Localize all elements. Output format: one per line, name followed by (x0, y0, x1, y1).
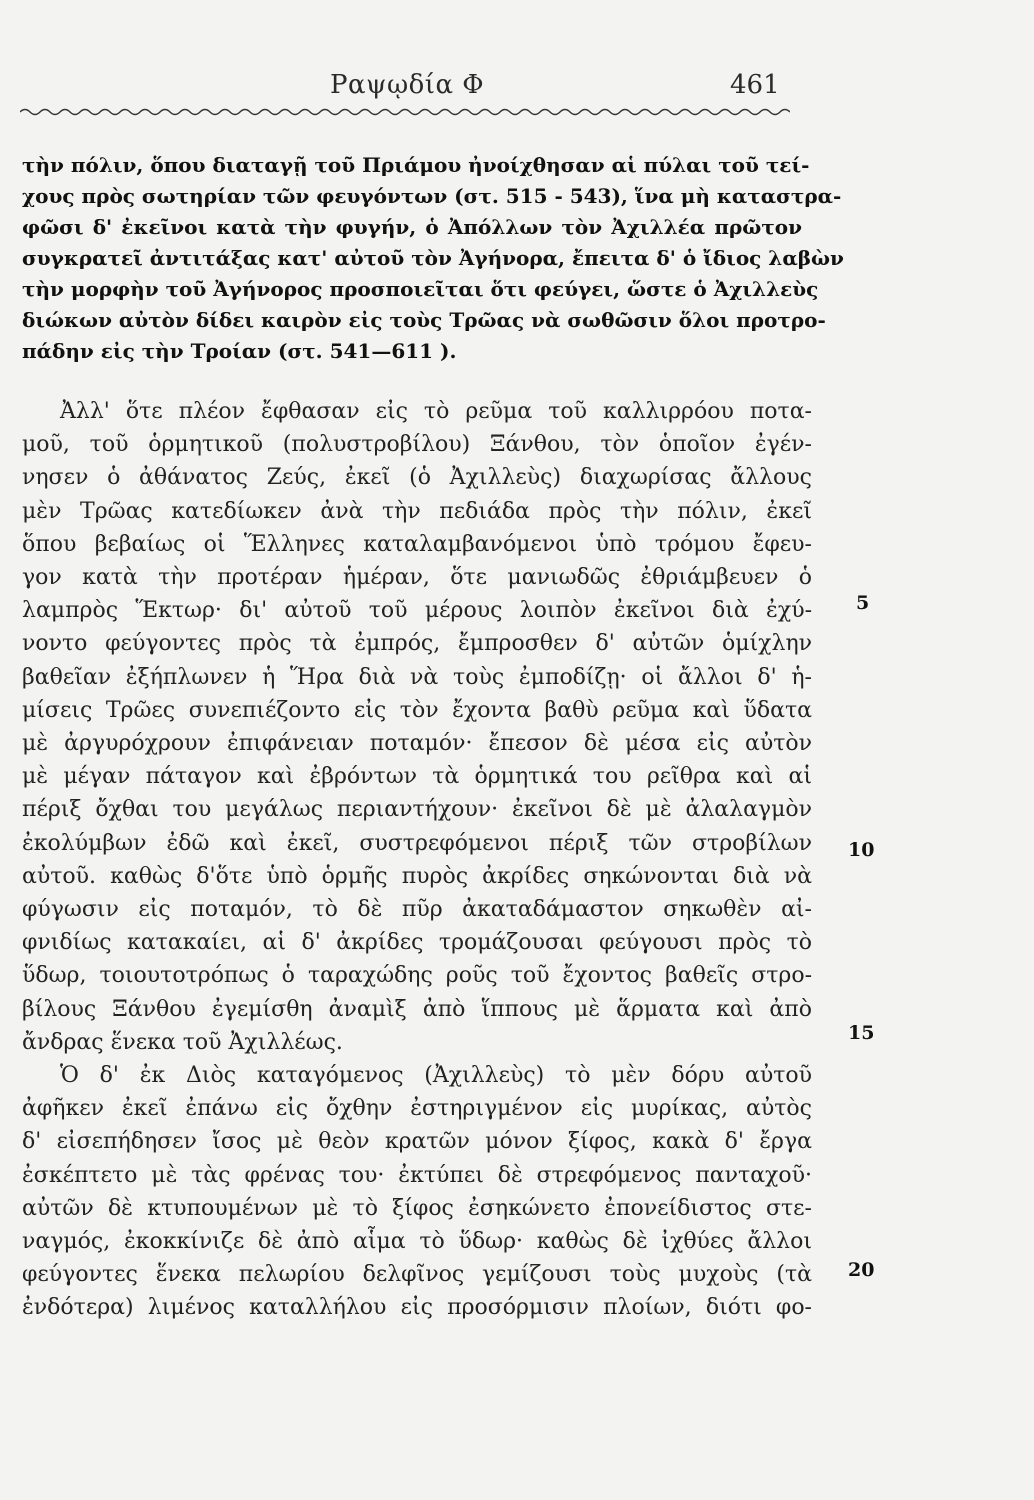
body-text (22, 395, 812, 1325)
text-line: βίλους Ξάνθου ἐγεμίσθη ἀναμὶξ ἀπὸ ἵππους μὲ ἅρματα καὶ ἀπὸ (22, 996, 812, 1022)
text-line: βαθεῖαν ἐξήπλωνεν ἡ Ἥρα διὰ νὰ τοὺς ἐμποδίζῃ· οἱ ἄλλοι δ' ἡ- (22, 664, 812, 690)
text-line: ἀφῆκεν ἐκεῖ ἐπάνω εἰς ὄχθην ἐστηριγμένον εἰς μυρίκας, αὐτὸς (22, 1096, 812, 1122)
text-line: λαμπρὸς Ἕκτωρ· δι' αὐτοῦ τοῦ μέρους λοιπὸν ἐκεῖνοι διὰ ἐχύ- (22, 598, 812, 624)
page-header (0, 62, 1034, 112)
summary-line: διώκων αὐτὸν δίδει καιρὸν εἰς τοὺς Τρῶας νὰ σωθῶσιν ὅλοι προτρο- (22, 308, 826, 332)
text-line: μὲν Τρῶας κατεδίωκεν ἀνὰ τὴν πεδιάδα πρὸς τὴν πόλιν, ἐκεῖ (22, 498, 812, 524)
text-line: νοντο φεύγοντες πρὸς τὰ ἐμπρός, ἔμπροσθεν δ' αὐτῶν ὁμίχλην (22, 631, 812, 657)
text-line: Ὁ δ' ἐκ Διὸς καταγόμενος (Ἀχιλλεὺς) τὸ μὲν δόρυ αὐτοῦ (60, 1063, 812, 1089)
chapter-summary (22, 150, 844, 367)
text-line: Ἀλλ' ὅτε πλέον ἔφθασαν εἰς τὸ ρεῦμα τοῦ καλλιρρόου ποτα- (60, 399, 812, 424)
text-line: μὲ ἀργυρόχρουν ἐπιφάνειαν ποταμόν· ἔπεσον δὲ μέσα εἰς αὐτὸν (22, 731, 812, 757)
line-number-15: 15 (848, 1022, 875, 1044)
summary-line: φῶσι δ' ἐκεῖνοι κατὰ τὴν φυγήν, ὁ Ἀπόλλων τὸν Ἀχιλλέα πρῶτον (22, 215, 802, 239)
text-line: φεύγοντες ἕνεκα πελωρίου δελφῖνος γεμίζουσι τοὺς μυχοὺς (τὰ (22, 1262, 812, 1288)
line-number-10: 10 (848, 839, 875, 861)
header-wavy-rule (20, 106, 790, 118)
line-number-20: 20 (848, 1259, 875, 1281)
summary-line: τὴν πόλιν, ὅπου διαταγῇ τοῦ Πριάμου ἠνοίχθησαν αἱ πύλαι τοῦ τεί- (22, 153, 810, 177)
text-line: νησεν ὁ ἀθάνατος Ζεύς, ἐκεῖ (ὁ Ἀχιλλεὺς) διαχωρίσας ἄλλους (22, 465, 812, 491)
text-line: αὐτοῦ. καθὼς δ'ὅτε ὑπὸ ὁρμῆς πυρὸς ἀκρίδες σηκώνονται διὰ νὰ (22, 863, 812, 889)
page-number: 461 (730, 70, 780, 100)
text-line: γον κατὰ τὴν προτέραν ἡμέραν, ὅτε μανιωδῶς ἐθριάμβευεν ὁ (22, 565, 812, 591)
text-line: ναγμός, ἐκοκκίνιζε δὲ ἀπὸ αἷμα τὸ ὕδωρ· καθὼς δὲ ἰχθύες ἄλλοι (22, 1229, 812, 1255)
summary-line: πάδην εἰς τὴν Τροίαν (στ. 541—611 ). (22, 339, 457, 363)
text-line: ὕδωρ, τοιουτοτρόπως ὁ ταραχώδης ροῦς τοῦ ἔχοντος βαθεῖς στρο- (22, 963, 812, 989)
text-line: ὅπου βεβαίως οἱ Ἕλληνες καταλαμβανόμενοι ὑπὸ τρόμου ἔφευ- (22, 531, 812, 557)
text-line: ἐνδότερα) λιμένος καταλλήλου εἰς προσόρμισιν πλοίων, διότι φο- (22, 1295, 812, 1321)
text-line: πέριξ ὄχθαι του μεγάλως περιαντήχουν· ἐκεῖνοι δὲ μὲ ἀλαλαγμὸν (22, 797, 812, 823)
text-line: αὐτῶν δὲ κτυπουμένων μὲ τὸ ξίφος ἐσηκώνετο ἐπονείδιστος στε- (22, 1195, 812, 1221)
summary-line: συγκρατεῖ ἀντιτάξας κατ' αὐτοῦ τὸν Ἀγήνορα, ἔπειτα δ' ὁ ἴδιος λαβὼν (22, 246, 844, 270)
text-line: μὲ μέγαν πάταγον καὶ ἐβρόντων τὰ ὁρμητικά του ρεῖθρα καὶ αἱ (22, 764, 812, 790)
text-line: μοῦ, τοῦ ὁρμητικοῦ (πολυστροβίλου) Ξάνθου, τὸν ὁποῖον ἐγέν- (22, 432, 812, 458)
text-line: ἐσκέπτετο μὲ τὰς φρένας του· ἐκτύπει δὲ στρεφόμενος πανταχοῦ· (22, 1162, 812, 1188)
text-line: φνιδίως κατακαίει, αἱ δ' ἀκρίδες τρομάζουσαι φεύγουσι πρὸς τὸ (22, 930, 812, 956)
text-line: φύγωσιν εἰς ποταμόν, τὸ δὲ πῦρ ἀκαταδάμαστον σηκωθὲν αἰ- (22, 897, 812, 923)
text-line: δ' εἰσεπήδησεν ἴσος μὲ θεὸν κρατῶν μόνον ξίφος, κακὰ δ' ἔργα (22, 1129, 812, 1155)
line-number-5: 5 (856, 592, 870, 614)
running-title: Ραψῳδία Φ (330, 70, 485, 100)
summary-line: χους πρὸς σωτηρίαν τῶν φευγόντων (στ. 515 - 543), ἵνα μὴ καταστρα- (22, 184, 842, 208)
text-line: ἄνδρας ἕνεκα τοῦ Ἀχιλλέως. (22, 1029, 343, 1055)
summary-line: τὴν μορφὴν τοῦ Ἀγήνορος προσποιεῖται ὅτι φεύγει, ὥστε ὁ Ἀχιλλεὺς (22, 277, 819, 301)
text-line: ἐκολύμβων ἐδῶ καὶ ἐκεῖ, συστρεφόμενοι πέριξ τῶν στροβίλων (22, 830, 812, 856)
text-line: μίσεις Τρῶες συνεπιέζοντο εἰς τὸν ἔχοντα βαθὺ ρεῦμα καὶ ὕδατα (22, 697, 812, 723)
